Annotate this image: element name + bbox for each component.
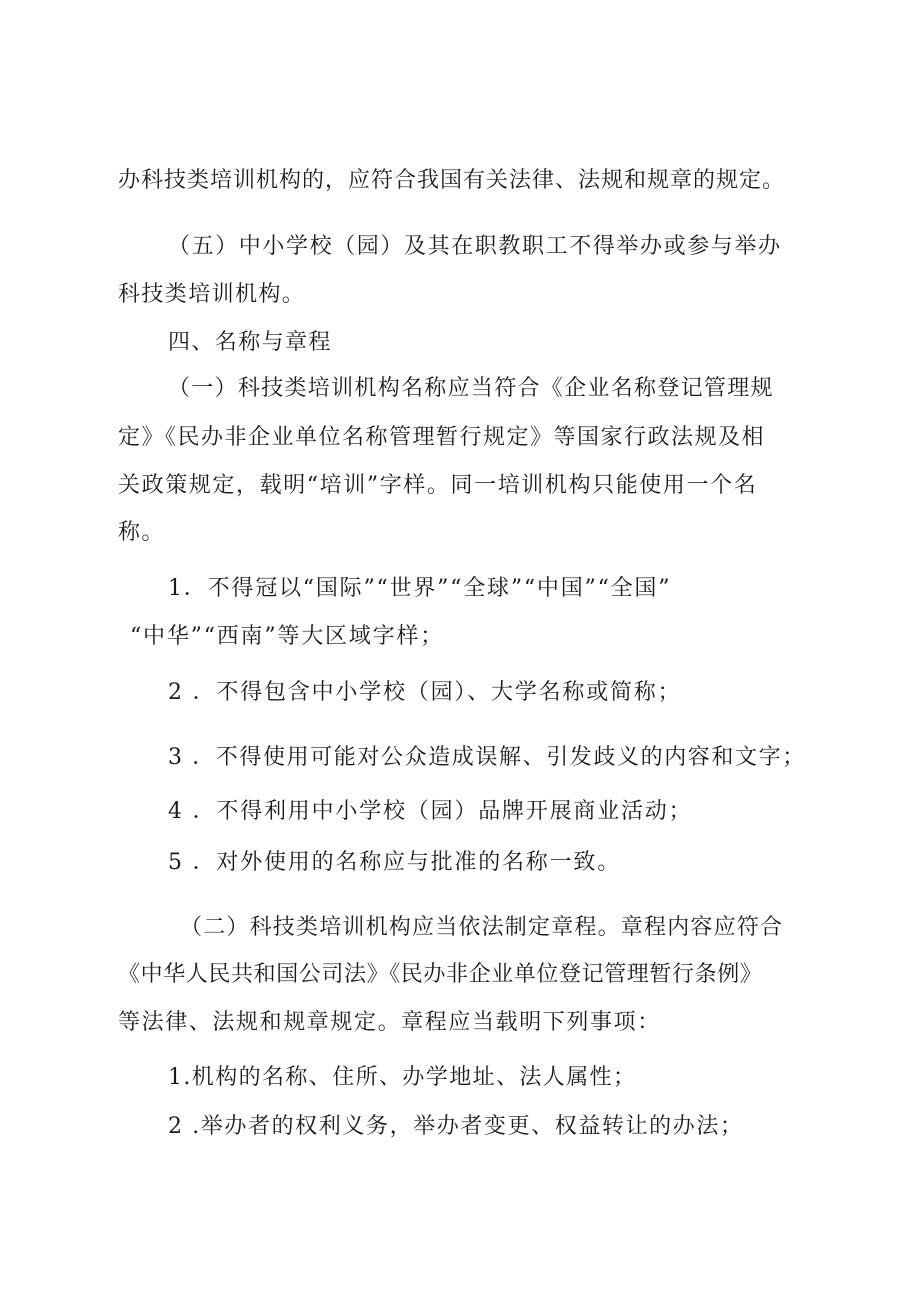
- list-item-1-continued: “中华”“西南”等大区域字样；: [130, 624, 444, 649]
- text-line-17: 等法律、法规和规章规定。章程应当载明下列事项：: [118, 1010, 661, 1035]
- list-item-1: 1．不得冠以“国际”“世界”“全球”“中国”“全国”: [168, 576, 672, 601]
- list-item-4: 4 ．不得利用中小学校（园）品牌开展商业活动；: [168, 799, 693, 824]
- text-line-16: 《中华人民共和国公司法》《民办非企业单位登记管理暂行条例》: [118, 962, 763, 987]
- charter-item-2: 2 .举办者的权利义务，举办者变更、权益转让的办法；: [168, 1114, 744, 1139]
- text-line-3: 科技类培训机构。: [118, 282, 306, 307]
- text-line-2: （五）中小学校（园）及其在职教职工不得举办或参与举办: [168, 234, 782, 259]
- text-line-8: 称。: [118, 520, 165, 545]
- list-item-5: 5 ．对外使用的名称应与批准的名称一致。: [168, 850, 621, 875]
- text-line-1: 办科技类培训机构的，应符合我国有关法律、法规和规章的规定。: [118, 168, 786, 193]
- text-line-5: （一）科技类培训机构名称应当符合《企业名称登记管理规: [168, 376, 774, 401]
- charter-item-1: 1.机构的名称、住所、办学地址、法人属性；: [168, 1065, 637, 1090]
- list-item-2: 2 ．不得包含中小学校（园）、大学名称或简称；: [168, 680, 682, 705]
- text-line-15: （二）科技类培训机构应当依法制定章程。章程内容应符合: [180, 915, 784, 940]
- text-line-6: 定》《民办非企业单位名称管理暂行规定》等国家行政法规及相: [118, 425, 766, 450]
- text-line-7: 关政策规定，载明“培训”字样。同一培训机构只能使用一个名: [118, 473, 758, 498]
- section-heading-name-and-charter: 四、名称与章程: [168, 330, 332, 355]
- list-item-3: 3 ．不得使用可能对公众造成误解、引发歧义的内容和文字；: [168, 745, 806, 770]
